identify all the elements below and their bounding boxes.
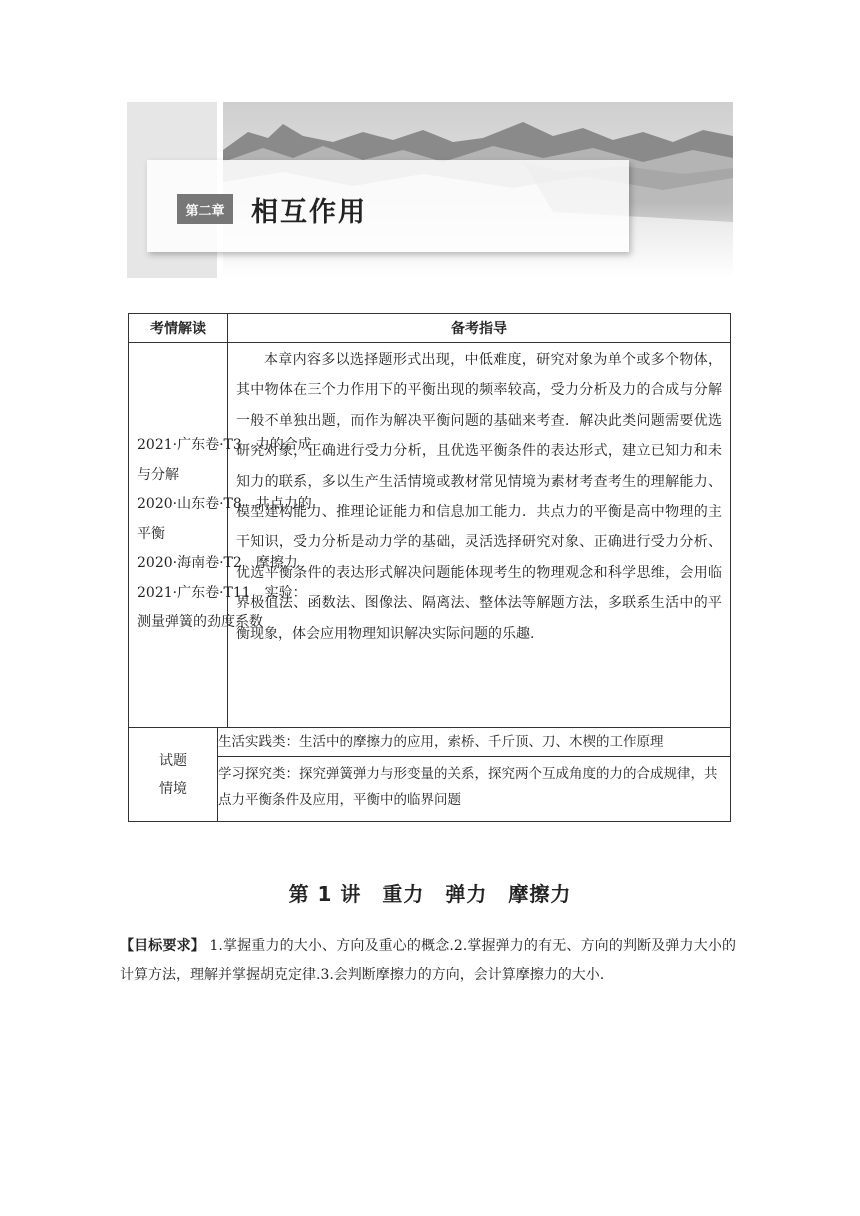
chapter-tag: 第二章 [177, 194, 233, 224]
table-header-row [129, 314, 731, 343]
scene-label-cell [129, 728, 218, 822]
exam-item: 2021·广东卷·T3 力的合成与分解 [137, 437, 312, 483]
goal-paragraph [120, 932, 736, 990]
exam-item: 2020·山东卷·T8 共点力的平衡 [137, 496, 312, 542]
header-exam-reading: 考情解读 [129, 314, 228, 343]
exam-item: 2021·广东卷·T11 实验：测量弹簧的劲度系数 [137, 584, 307, 630]
chapter-title: 相互作用 [251, 197, 367, 228]
header-prep-guide: 备考指导 [227, 314, 730, 343]
exam-analysis-table [128, 313, 731, 822]
scene-label-line2: 情境 [159, 780, 187, 797]
banner-title-panel [147, 160, 629, 252]
goal-label: 【目标要求】 [120, 938, 205, 954]
scene-row-life [129, 728, 731, 757]
table-content-row [129, 343, 731, 728]
exam-item: 2020·海南卷·T2 摩擦力 [137, 555, 298, 571]
chapter-banner [127, 102, 733, 278]
scene-label-line1: 试题 [159, 752, 187, 769]
exam-items-cell [129, 343, 312, 728]
scene-life-text: 生活实践类：生活中的摩擦力的应用，索桥、千斤顶、刀、木楔的工作原理 [218, 728, 731, 757]
goal-text: 1.掌握重力的大小、方向及重心的概念.2.掌握弹力的有无、方向的判断及弹力大小的计算方法，理解并掌握胡克定律.3.会判断摩擦力的方向，会计算摩擦力的大小. [120, 938, 737, 983]
scene-study-text: 学习探究类：探究弹簧弹力与形变量的关系，探究两个互成角度的力的合成规律，共点力平衡条件及应用，平衡中的临界问题 [218, 757, 731, 822]
scene-row-study [129, 757, 731, 822]
guidance-text: 本章内容多以选择题形式出现，中低难度，研究对象为单个或多个物体，其中物体在三个力作用下的平衡出现的频率较高，受力分析及力的合成与分解一般不单独出题，而作为解决平衡问题的基础来考查．解决此类问题需要优选研究对象，正确进行受力分析，且优选平衡条件的表达形式，建立已知力和未知力的联系，多以生产生活情境或教材常见情境为素材考查考生的理解能力、模型建构能力、推理论证能力和信息加工能力．共点力的平衡是高中物理的主干知识，受力分析是动力学的基础，灵活选择研究对象、正确进行受力分析、优选平衡条件的表达形式解决问题能体现考生的物理观念和科学思维，会用临界极值法、函数法、图像法、隔离法、整体法等解题方法，多联系生活中的平衡现象，体会应用物理知识解决实际问题的乐趣. [235, 352, 722, 642]
exam-items-list [137, 431, 312, 638]
lesson-title: 第 1 讲 重力 弹力 摩擦力 [288, 882, 572, 906]
